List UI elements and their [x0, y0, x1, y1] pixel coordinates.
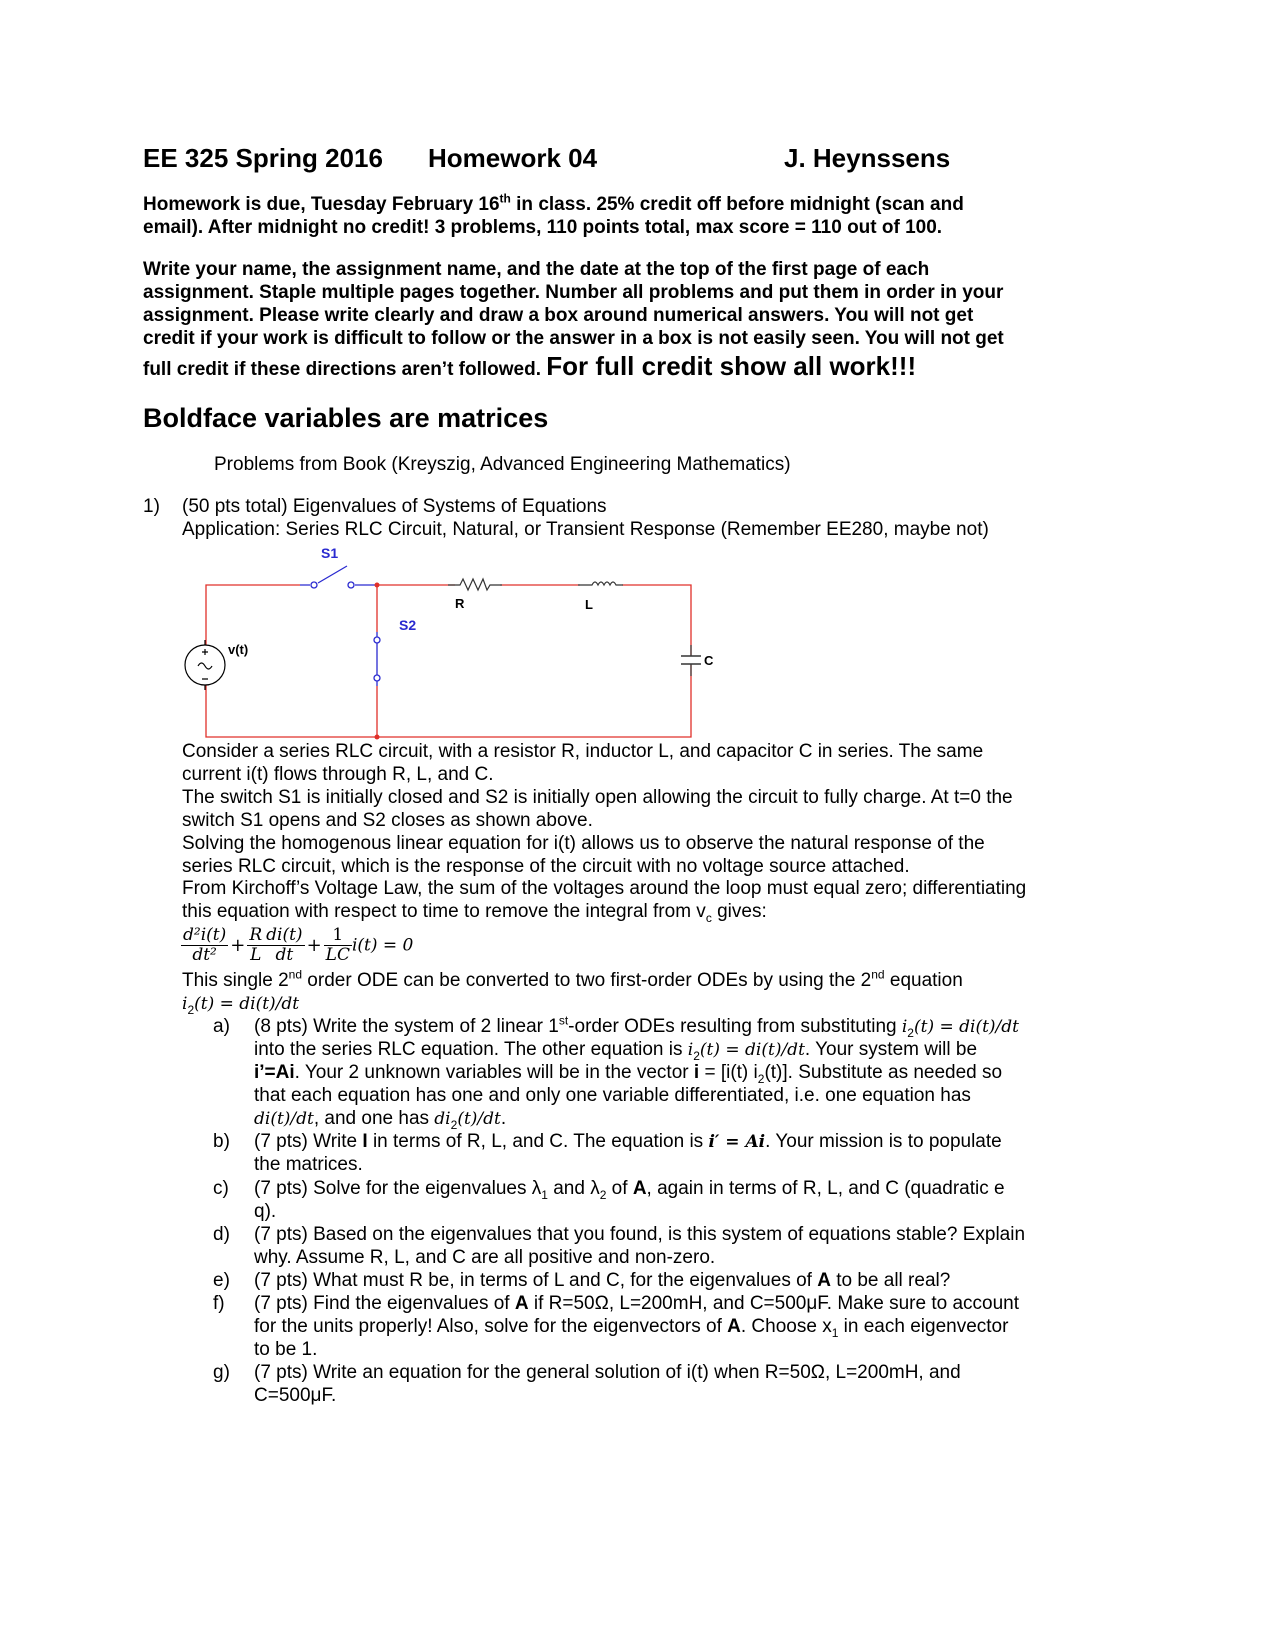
text-segment: 2 [693, 1048, 700, 1063]
inductor-label: L [585, 597, 593, 612]
text-segment: (t) = di(t)/dt [913, 1017, 1019, 1037]
part-line [254, 1316, 1008, 1338]
s2-label: S2 [399, 617, 417, 633]
resistor-label: R [455, 596, 465, 611]
text-segment: c [705, 910, 712, 925]
part-line [254, 1178, 1005, 1200]
text-segment: full credit if these directions aren’t followed. [143, 359, 547, 380]
text-segment: (t) = di(t)/dt [194, 994, 300, 1014]
eq-numerator: R [249, 925, 263, 945]
text-segment: 2 [450, 1117, 458, 1132]
part-line [254, 1224, 1025, 1246]
text-segment: . Your 2 unknown variables will be in the vector [294, 1062, 694, 1083]
part-line [254, 1062, 1002, 1084]
text-segment: Write your name, the assignment name, and the date at the top of the first page of each [143, 259, 930, 280]
course-title: EE 325 Spring 2016 [143, 143, 383, 173]
text-segment: assignment. Staple multiple pages together. Number all problems and put them in order in your [143, 282, 1004, 303]
text-segment: A [514, 1293, 529, 1314]
text-segment: nd [871, 967, 885, 982]
body-line [182, 856, 910, 878]
text-segment: equation [884, 970, 963, 991]
text-segment: 2 [907, 1025, 914, 1040]
author-name: J. Heynssens [784, 143, 951, 173]
part-line [254, 1293, 1019, 1315]
text-segment: di(t)/dt [254, 1109, 314, 1129]
text-segment: for the units properly! Also, solve for the eigenvectors of [254, 1316, 728, 1337]
text-segment: From Kirchoff’s Voltage Law, the sum of the voltages around the loop must equal zero; differentiating [182, 878, 1027, 899]
text-segment: into the series RLC equation. The other equation is [254, 1039, 688, 1060]
body-line [182, 764, 494, 786]
body-line [182, 787, 1013, 809]
text-segment: order ODE can be converted to two first-order ODEs by using the 2 [302, 970, 872, 991]
text-segment: q). [254, 1201, 277, 1222]
part-line [254, 1201, 276, 1223]
text-segment: gives: [711, 901, 767, 922]
text-segment: in each eigenvector [838, 1316, 1009, 1337]
capacitor-icon [681, 645, 701, 676]
problem-number: 1) [143, 496, 160, 517]
text-segment: . Your system will be [804, 1039, 978, 1060]
text-segment: (t)]. Substitute as needed so [764, 1062, 1003, 1083]
text-segment: -order ODEs resulting from substituting [568, 1016, 902, 1037]
text-segment: of [606, 1178, 633, 1199]
text-segment: I [362, 1131, 368, 1152]
text-segment: series RLC circuit, which is the response of the circuit with no voltage source attached. [182, 856, 910, 877]
text-segment: (t)/dt [457, 1109, 501, 1129]
text-segment: . Choose x [740, 1316, 832, 1337]
text-segment: i [687, 1040, 694, 1060]
text-segment: and λ [547, 1178, 600, 1199]
body-line [182, 901, 767, 923]
eq-numerator: d²i(t) [183, 925, 227, 945]
body-line [182, 833, 985, 855]
text-segment: in class. 25% credit off before midnight (scan and [510, 194, 964, 215]
circuit-wires [206, 585, 691, 737]
text-segment: assignment. Please write clearly and draw a box around numerical answers. You will not get [143, 305, 974, 326]
text-segment: if R=50Ω, L=200mH, and C=500μF. Make sure to account [528, 1293, 1020, 1314]
eq-denominator: L [250, 945, 262, 965]
body-line [182, 993, 299, 1015]
text-segment: i [693, 1062, 700, 1083]
part-line [254, 1085, 971, 1107]
text-segment: A [727, 1316, 741, 1337]
text-segment: di [434, 1109, 451, 1129]
problem-application: Application: Series RLC Circuit, Natural, or Transient Response (Remember EE280, maybe not) [182, 519, 989, 540]
text-segment: i [901, 1017, 908, 1037]
body-line [182, 810, 593, 832]
text-segment: For full credit show all work!!! [546, 351, 917, 381]
part-label: d) [213, 1224, 230, 1245]
text-segment: Solving the homogenous linear equation for i(t) allows us to observe the natural response of the [182, 833, 985, 854]
text-segment: 2 [187, 1002, 195, 1017]
text-segment: (7 pts) Write [254, 1131, 363, 1152]
part-line [254, 1108, 506, 1130]
part-line [254, 1039, 977, 1061]
text-segment: (8 pts) Write the system of 2 linear 1 [254, 1016, 559, 1037]
text-segment: A [632, 1178, 647, 1199]
text-segment: this equation with respect to time to remove the integral from v [182, 901, 706, 922]
text-segment: i [182, 994, 188, 1014]
part-label: g) [213, 1362, 230, 1383]
text-segment: i’=Ai [254, 1062, 295, 1083]
text-segment: why. Assume R, L, and C are all positive and non-zero. [254, 1247, 716, 1268]
text-segment: = [i(t) i [699, 1062, 758, 1083]
voltage-source-icon [185, 640, 225, 690]
text-segment: th [499, 191, 511, 206]
text-segment: (7 pts) What must R be, in terms of L and C, for the eigenvalues of [254, 1270, 818, 1291]
eq-numerator: 1 [324, 926, 352, 946]
text-segment: (7 pts) Based on the eigenvalues that you found, is this system of equations stable? Explain [254, 1224, 1026, 1245]
eq-plus: + [230, 935, 246, 956]
text-segment: , and one has [313, 1108, 435, 1129]
text-segment: (7 pts) Solve for the eigenvalues λ [254, 1178, 542, 1199]
part-line [254, 1247, 715, 1269]
text-segment: The switch S1 is initially closed and S2 is initially open allowing the circuit to fully charge. At t=0 the [182, 787, 1013, 808]
part-line [254, 1385, 336, 1407]
body-line [182, 741, 983, 763]
section-heading: Boldface variables are matrices [143, 403, 549, 433]
text-segment: (t) = di(t)/dt [699, 1040, 805, 1060]
text-segment: , again in terms of R, L, and C (quadratic e [646, 1178, 1005, 1199]
body-line [182, 878, 1026, 900]
part-line [254, 1154, 363, 1176]
body-line [182, 967, 963, 992]
text-segment: Homework is due, Tuesday February 16 [143, 194, 500, 215]
s1-label: S1 [321, 545, 339, 561]
text-segment: (7 pts) Write an equation for the general solution of i(t) when R=50Ω, L=200mH, and [254, 1362, 961, 1383]
eq-denominator: dt [275, 945, 294, 965]
text-segment: in terms of R, L, and C. The equation is [367, 1131, 709, 1152]
part-line [254, 1339, 317, 1361]
source-label: v(t) [228, 642, 249, 657]
text-segment: st [558, 1013, 569, 1028]
text-segment: . [500, 1108, 507, 1129]
text-segment: 1 [831, 1325, 839, 1340]
part-line [254, 1131, 1002, 1153]
text-segment: current i(t) flows through R, L, and C. [182, 764, 494, 785]
text-segment: 1 [541, 1187, 548, 1202]
text-segment: to be all real? [830, 1270, 951, 1291]
s1-switch-icon [300, 566, 376, 588]
capacitor-label: C [704, 653, 714, 668]
text-segment: A [817, 1270, 831, 1291]
part-line [254, 1270, 950, 1292]
s2-switch-icon [374, 632, 380, 686]
text-segment: 2 [599, 1187, 607, 1202]
eq-denominator: dt² [192, 945, 217, 965]
part-label: b) [213, 1131, 230, 1152]
assignment-title: Homework 04 [428, 143, 598, 173]
inductor-icon [578, 582, 623, 585]
resistor-icon [448, 579, 502, 590]
eq-denominator: LC [325, 945, 350, 965]
rlc-ode-equation [181, 926, 413, 965]
rlc-circuit-diagram [0, 0, 1275, 760]
text-segment: Consider a series RLC circuit, with a resistor R, inductor L, and capacitor C in series. The same [182, 741, 984, 762]
part-line [254, 1013, 1019, 1040]
text-segment: that each equation has one and only one variable differentiated, i.e. one equation has [254, 1085, 971, 1106]
text-segment: the matrices. [254, 1154, 363, 1175]
source-note: Problems from Book (Kreyszig, Advanced Engineering Mathematics) [214, 454, 791, 475]
text-segment: C=500μF. [254, 1385, 337, 1406]
part-line [254, 1362, 961, 1384]
problem-title: (50 pts total) Eigenvalues of Systems of Equations [182, 496, 607, 517]
text-segment: This single 2 [182, 970, 289, 991]
part-label: f) [213, 1293, 225, 1314]
text-segment: switch S1 opens and S2 closes as shown above. [182, 810, 593, 831]
text-segment: . Your mission is to populate [765, 1131, 1002, 1152]
text-segment: email). After midnight no credit! 3 problems, 110 points total, max score = 110 out of 100. [143, 217, 943, 238]
text-segment: i′ = Ai [708, 1132, 766, 1152]
text-segment: 2 [757, 1071, 765, 1086]
part-label: e) [213, 1270, 230, 1291]
eq-numerator: di(t) [266, 925, 303, 945]
part-label: c) [213, 1178, 229, 1199]
eq-plus: + [306, 935, 322, 956]
text-segment: to be 1. [254, 1339, 318, 1360]
part-label: a) [213, 1016, 230, 1037]
text-segment: (7 pts) Find the eigenvalues of [254, 1293, 515, 1314]
text-segment: credit if your work is difficult to follow or the answer in a box is not easily seen. You will not get [143, 328, 1004, 349]
text-segment: nd [288, 967, 303, 982]
eq-tail: i(t) = 0 [351, 935, 414, 956]
